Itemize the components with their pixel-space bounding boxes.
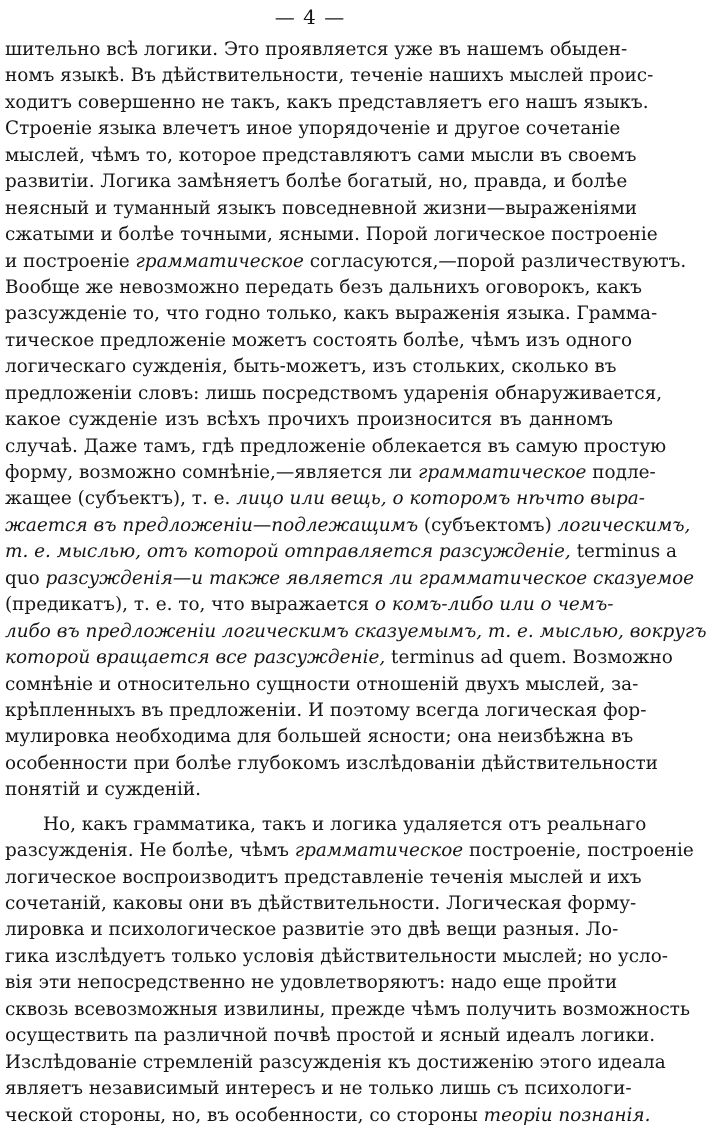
text-line: сжатыми и болѣе точными, ясными. Порой логическое построеніе	[5, 224, 658, 246]
text-line: Изслѣдованіе стремленій разсужденія къ достиженію этого идеала	[5, 1051, 666, 1073]
italic-phrase: грамматическое	[294, 840, 464, 862]
text-line: ходитъ совершенно не такъ, какъ представляетъ его нашъ языкъ.	[5, 91, 649, 113]
text-line: (предикатъ), т. е. то, что выражается о комъ-либо или о чемъ-	[5, 594, 614, 616]
text-line: quo разсужденія—и также является ли грамматическое сказуемое	[5, 567, 695, 589]
text-line: номъ языкѣ. Въ дѣйствительности, теченіе нашихъ мыслей проис-	[5, 65, 654, 87]
italic-phrase: грамматическое	[418, 462, 587, 483]
text-line: случаѣ. Даже тамъ, гдѣ предложеніе облекается въ самую простую	[5, 435, 667, 457]
paragraph	[5, 812, 694, 1129]
text-line: являетъ независимый интересъ и не только лишь съ психологи-	[5, 1078, 632, 1100]
text-line: логическое воспроизводитъ представленіе теченія мыслей и ихъ	[5, 866, 642, 888]
text-line: понятій и сужденій.	[5, 779, 201, 801]
text-line: вія эти непосредственно не удовлетворяютъ: надо еще пройти	[5, 972, 618, 994]
text-line: которой вращается все разсужденіе, terminus ad quem. Возможно	[5, 647, 673, 669]
italic-phrase: разсужденія—и также является ли грамматическое сказуемое	[45, 567, 695, 589]
text-line: жается въ предложеніи—подлежащимъ (субъектомъ) логическимъ,	[5, 514, 691, 536]
text-line: гика изслѣдуетъ только условія дѣйствительности мыслей; но усло-	[5, 945, 669, 967]
text-line: какое сужденіе изъ всѣхъ прочихъ произносится въ данномъ	[5, 409, 613, 431]
text-line: логическаго сужденія, быть-можетъ, изъ стольких, сколько въ	[5, 356, 617, 378]
text-line: крѣпленныхъ въ предложеніи. И поэтому всегда логическая фор-	[5, 699, 647, 721]
text-line: развитіи. Логика замѣняетъ болѣе богатый, но, правда, и болѣе	[5, 171, 628, 193]
text-line: предложеніи словъ: лишь посредствомъ ударенія обнаруживается,	[5, 382, 663, 404]
text-line: мыслей, чѣмъ то, которое представляютъ сами мысли въ своемъ	[5, 144, 637, 166]
italic-phrase: теоріи познанія.	[483, 1104, 651, 1126]
italic-phrase: грамматическое	[135, 250, 304, 272]
text-line: Строеніе языка влечетъ иное упорядоченіе и другое сочетаніе	[5, 118, 621, 140]
text-line	[5, 619, 706, 645]
page-number: — 4 —	[274, 5, 346, 29]
text-line: жащее (субъектъ), т. е. лицо или вещь, о которомъ нѣчто выра-	[5, 488, 645, 510]
text-line: ческой стороны, но, въ особенности, со стороны теоріи познанія.	[5, 1104, 651, 1126]
italic-phrase: жается въ предложеніи—подлежащимъ	[5, 514, 419, 536]
text-line: форму, возможно сомнѣніе,—является ли грамматическое подле-	[5, 462, 656, 483]
text-line: сомнѣніе и относительно сущности отношеній двухъ мыслей, за-	[5, 673, 639, 695]
italic-phrase: о комъ-либо или о чемъ-	[374, 594, 614, 616]
text-line: Вообще же невозможно передать безъ дальнихъ оговорокъ, какъ	[5, 276, 642, 298]
italic-phrase: лицо или вещь, о которомъ нѣчто выра-	[236, 488, 645, 510]
italic-phrase: логическимъ,	[557, 514, 691, 536]
text-line: неясный и туманный языкъ повседневной жизни—выраженіями	[5, 197, 638, 219]
text-line: мулировка необходима для большей ясности; она неизбѣжна въ	[5, 726, 634, 748]
body-text	[5, 37, 706, 1129]
paragraph-gap	[5, 804, 613, 812]
text-line: особенности при болѣе глубокомъ изслѣдованіи дѣйствительности	[5, 752, 658, 774]
italic-phrase: либо въ предложеніи логическимъ сказуемымъ, т. е. мыслью, вокругъ	[5, 620, 706, 642]
italic-phrase: которой вращается все разсужденіе,	[5, 647, 386, 669]
text-line: сочетаній, каковы они въ дѣйствительности. Логическая форму-	[5, 893, 637, 914]
text-line: Но, какъ грамматика, такъ и логика удаляется отъ реальнаго	[43, 813, 647, 835]
text-line: разсужденіе то, что годно только, какъ выраженія языка. Грамма-	[5, 303, 658, 325]
text-line: сквозь всевозможныя извилины, прежде чѣмъ получить возможность	[5, 998, 690, 1020]
text-line: т. е. мыслью, отъ которой отправляется разсужденіе, terminus a	[5, 541, 677, 563]
text-line: лировка и психологическое развитіе это двѣ вещи разныя. Ло-	[5, 919, 619, 941]
italic-phrase: т. е. мыслью, отъ которой отправляется разсужденіе,	[5, 541, 571, 563]
text-line: разсужденія. Не болѣе, чѣмъ грамматическое построеніе, построеніе	[5, 840, 694, 862]
text-line: осуществить па различной почвѣ простой и ясный идеалъ логики.	[5, 1025, 656, 1047]
text-line: тическое предложеніе можетъ состоять болѣе, чѣмъ изъ одного	[5, 329, 633, 351]
text-line: шительно всѣ логики. Это проявляется уже въ нашемъ обыден-	[5, 39, 628, 60]
text-line: и построеніе грамматическое согласуются,—порой различествуютъ.	[5, 250, 687, 272]
paragraph	[5, 37, 706, 804]
